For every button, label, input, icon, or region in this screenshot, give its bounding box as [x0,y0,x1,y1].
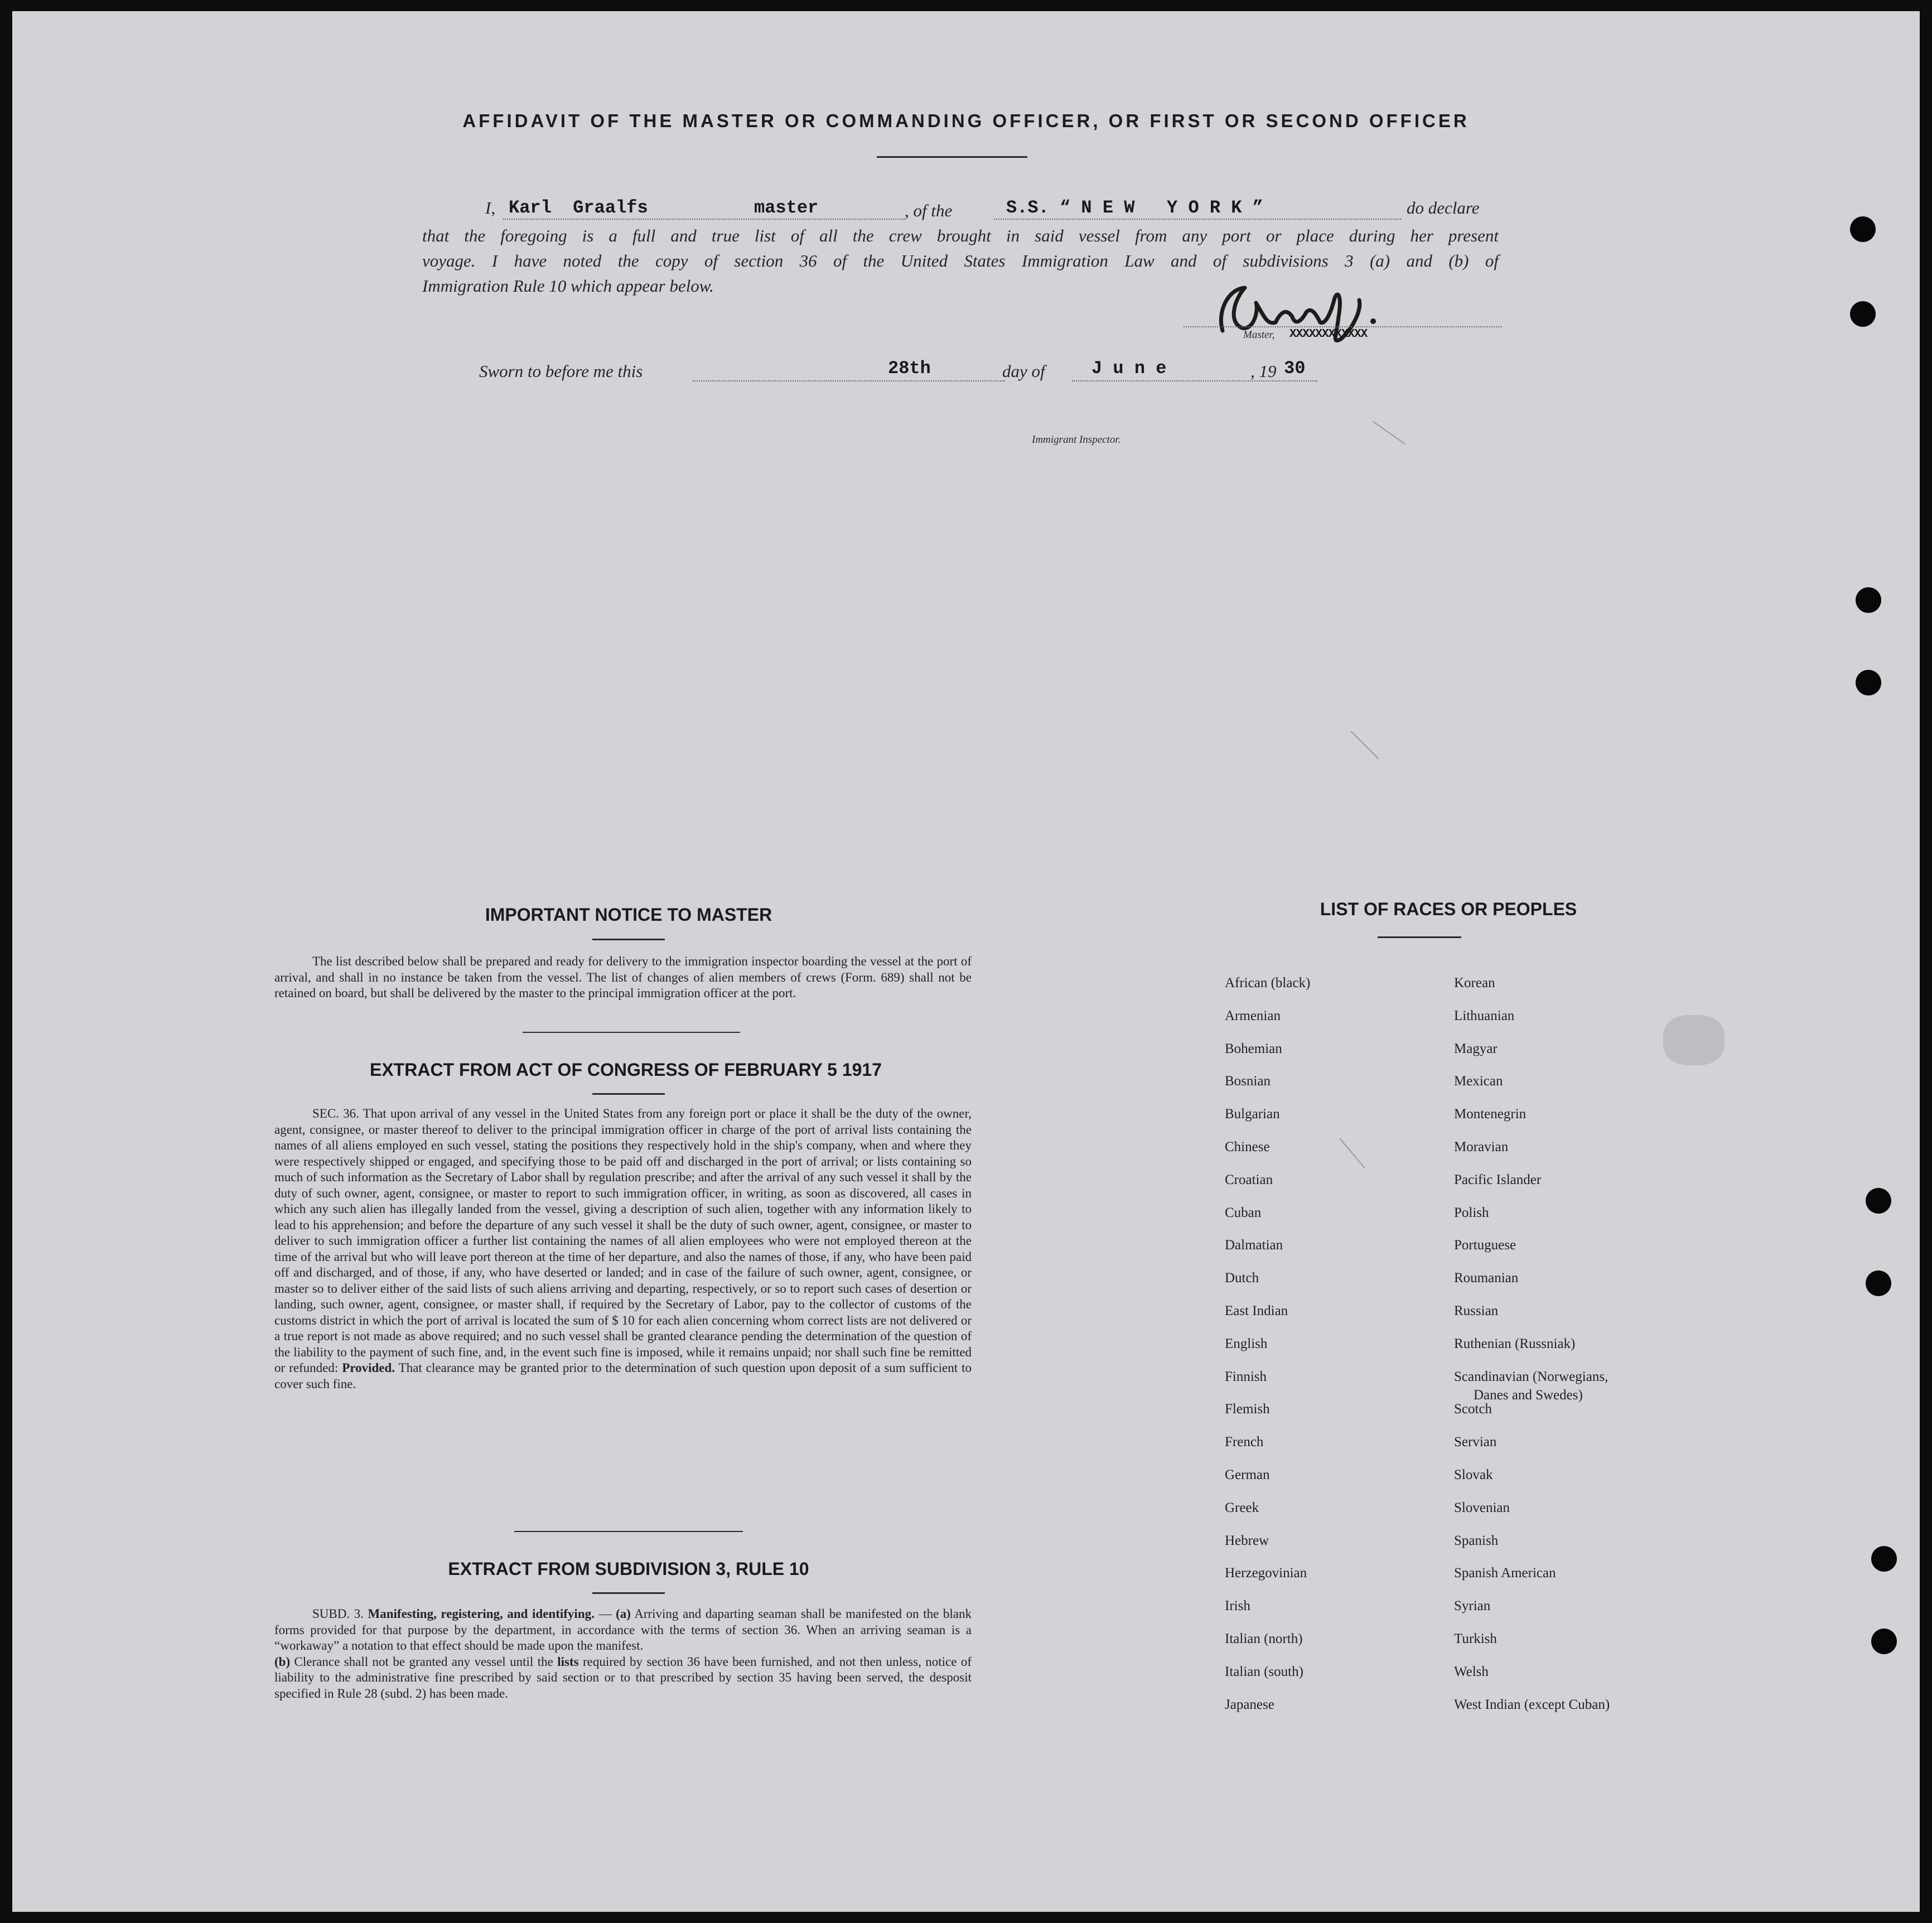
day-of-label: day of [1002,361,1045,381]
race-item: Scotch [1454,1402,1493,1417]
subd-text [274,1606,972,1702]
of-the-label: , of the [905,201,953,220]
notice-title: IMPORTANT NOTICE TO MASTER [485,905,772,925]
sworn-month: J u n e [1091,358,1167,379]
inspector-label: Immigrant Inspector. [1032,434,1121,446]
race-item: African (black) [1225,975,1311,991]
separator [523,1032,740,1033]
do-declare-label: do declare [1407,198,1480,218]
affidavit-line-4: Immigration Rule 10 which appear below. [422,276,714,296]
race-item: Italian (south) [1225,1664,1303,1679]
year-prefix: , 19 [1250,361,1277,381]
races-column-1 [1225,975,1310,1729]
subd-b-lists: lists [557,1654,579,1669]
race-item: Hebrew [1225,1533,1269,1548]
race-item: Bohemian [1225,1041,1282,1056]
punch-hole [1866,1270,1891,1296]
document-page [12,11,1920,1912]
stray-mark [1339,1138,1365,1168]
punch-hole [1850,301,1876,327]
vessel-name: S.S. “ N E W Y O R K ” [1006,197,1263,218]
notice-text [274,954,972,1002]
subd-heading: Manifesting, registering, and identifying. [368,1607,595,1621]
day-line [693,380,1005,381]
name-line [503,219,905,220]
race-item: Slovak [1454,1467,1493,1482]
race-item: Montenegrin [1454,1107,1527,1122]
race-item: Croatian [1225,1172,1273,1187]
punch-hole [1866,1188,1891,1214]
punch-hole [1871,1629,1897,1654]
punch-hole [1856,670,1881,695]
stray-mark [1373,421,1405,444]
race-item: Ruthenian (Russniak) [1454,1336,1576,1351]
race-item: Roumanian [1454,1270,1519,1286]
race-item: Slovenian [1454,1500,1510,1515]
race-item: West Indian (except Cuban) [1454,1697,1610,1712]
races-underline [1378,936,1461,938]
punch-hole [1850,216,1876,242]
race-item: Syrian [1454,1598,1491,1614]
master-rank: master [754,197,819,218]
race-item: Irish [1225,1598,1250,1614]
race-continuation: Danes and Swedes) [1474,1388,1583,1403]
act-provided: Provided. [342,1361,395,1375]
race-item: Herzegovinian [1225,1566,1307,1581]
subd-b-label: (b) [274,1654,291,1669]
subd-a-label: (a) [616,1607,631,1621]
race-item: Dutch [1225,1270,1259,1286]
race-item: Turkish [1454,1631,1497,1646]
race-item: Finnish [1225,1369,1267,1384]
subd-paragraph-b [274,1654,972,1702]
separator [514,1531,743,1532]
race-item: Polish [1454,1205,1489,1220]
master-label: Master, [1243,329,1275,341]
act-paragraph [274,1106,972,1392]
year-suffix: 30 [1284,358,1306,379]
act-text [274,1106,972,1392]
month-line [1072,380,1317,381]
punch-hole [1871,1546,1897,1572]
race-item: Russian [1454,1303,1499,1318]
race-item: Korean [1454,975,1495,991]
race-item: Italian (north) [1225,1631,1303,1646]
subd-underline [592,1592,665,1594]
race-item: French [1225,1434,1264,1450]
race-item: Flemish [1225,1402,1270,1417]
race-item: Portuguese [1454,1238,1516,1253]
affidavit-prefix: I, [485,198,496,218]
race-item: Spanish American [1454,1566,1556,1581]
sworn-label: Sworn to before me this [479,361,643,381]
race-item: Moravian [1454,1139,1509,1154]
subd-b-text-1: Clerance shall not be granted any vessel until the [294,1654,553,1669]
subd-a-text: Arriving and daparting seaman shall be manifested on the blank forms provided for that purpose by the department, in accordance with the terms of section 36. When an arriving seaman is a “workaway” a notation to that effect should be made upon the manifest. [274,1607,972,1653]
race-item: Bosnian [1225,1074,1271,1089]
act-text-end: That clearance may be granted prior to the determination of such question upon deposit of a sum sufficient to cover such fine. [274,1361,972,1391]
subd-paragraph-a [274,1606,972,1654]
race-item: Greek [1225,1500,1259,1515]
master-name: Karl Graalfs [509,197,648,218]
subd-b-text-2: required by section 36 have been furnished, and not then unless, notice of liability to the administrative fine prescribed by said section or to that prescribed by section 35 having been served, the desposit specified in Rule 28 (subd. 2) has been made. [274,1654,972,1700]
affidavit-line-2: that the foregoing is a full and true list of all the crew brought in said vessel from any port or place during her present [422,226,1499,245]
affidavit-title: AFFIDAVIT OF THE MASTER OR COMMANDING OFFICER, OR FIRST OR SECOND OFFICER [462,110,1470,131]
race-item: Spanish [1454,1533,1499,1548]
race-item: Pacific Islander [1454,1172,1542,1187]
race-item: Cuban [1225,1205,1262,1220]
race-item: Magyar [1454,1041,1498,1056]
title-underline [877,156,1027,158]
subd-dash: — [598,1607,612,1621]
affidavit-line-3: voyage. I have noted the copy of section 36 of the United States Immigration Law and of subdivisions 3 (a) and (b) of [422,251,1499,270]
punch-hole [1856,587,1881,613]
vessel-line [994,219,1401,220]
act-underline [592,1093,665,1095]
races-column-2 [1454,975,1610,1729]
races-title: LIST OF RACES OR PEOPLES [1320,899,1577,919]
signature-line [1184,326,1501,327]
race-item: Dalmatian [1225,1238,1283,1253]
struck-officer-label: XXXXXXXXXXXX [1289,328,1368,341]
race-item: East Indian [1225,1303,1288,1318]
race-item: Armenian [1225,1008,1281,1023]
subd-title: EXTRACT FROM SUBDIVISION 3, RULE 10 [448,1559,809,1579]
subd-number: SUBD. 3. [312,1607,364,1621]
race-item: Servian [1454,1434,1497,1450]
act-text-main: SEC. 36. That upon arrival of any vessel in the United States from any foreign port or place it shall be the duty of the owner, agent, consignee, or master thereof to deliver to the principal immigration officer in charge of the port of arrival lists containing the names of all aliens employed en such vessel, stating the positions they respectively hold in the ship's company, when and where they were respectively shipped or engaged, and specifying those to be paid off and discharged in the port of arrival; or lists containing so much of such information as the Secretary of Labor shall by regulation prescribe; and after the arrival of any such vessel it shall by the duty of such owner, agent, consignee, or master to report to such immigration officer, in writing, as soon as discovered, all cases in which any such alien has illegally landed from the vessel, giving a description of such alien, together with any information likely to lead to his apprehension; and before the departure of any such vessel it shall be the duty of such owner, agent, consignee, or master to deliver to such immigration officer a further list containing the names of all alien employees who were not employed thereon at the time of the arrival but who will leave port thereon at the time of her departure, and also the names of those, if any, who have been paid off and discharged, and of those, if any, who have deserted or landed; and in case of the failure of such owner, agent, consignee, or master so to deliver either of the said lists of such aliens arriving and departing, respectively, or so to report such cases of desertion or landing, such owner, agent, consignee, or master shall, if required by the Secretary of Labor, pay to the collector of customs of the customs district in which the port of arrival is located the sum of $ 10 for each alien concerning whom correct lists are not delivered or a true report is not made as above required; and no such vessel shall be granted clearance pending the determination of the question of the liability to the payment of such fine, and, in the event such fine is imposed, while it remains unpaid; nor shall such fine be remitted or refunded: [274,1107,972,1375]
notice-paragraph: The list described below shall be prepared and ready for delivery to the immigration inspector boarding the vessel at the port of arrival, and shall in no instance be taken from the vessel. The list of changes of alien members of crews (Form. 689) shall not be retained on board, but shall be delivered by the master to the principal immigration officer at the port. [274,954,972,1000]
race-item: Chinese [1225,1139,1270,1154]
notice-underline [592,939,665,940]
act-title: EXTRACT FROM ACT OF CONGRESS OF FEBRUARY 5 1917 [369,1060,882,1080]
race-item: German [1225,1467,1270,1482]
stray-mark [1350,731,1379,759]
race-item: Japanese [1225,1697,1274,1712]
race-item: Scandinavian (Norwegians, [1454,1369,1609,1384]
sworn-day: 28th [888,358,931,379]
race-item: Welsh [1454,1664,1489,1679]
race-item: English [1225,1336,1268,1351]
race-item: Mexican [1454,1074,1503,1089]
race-item: Bulgarian [1225,1107,1280,1122]
race-item: Lithuanian [1454,1008,1515,1023]
stain [1663,1015,1725,1065]
